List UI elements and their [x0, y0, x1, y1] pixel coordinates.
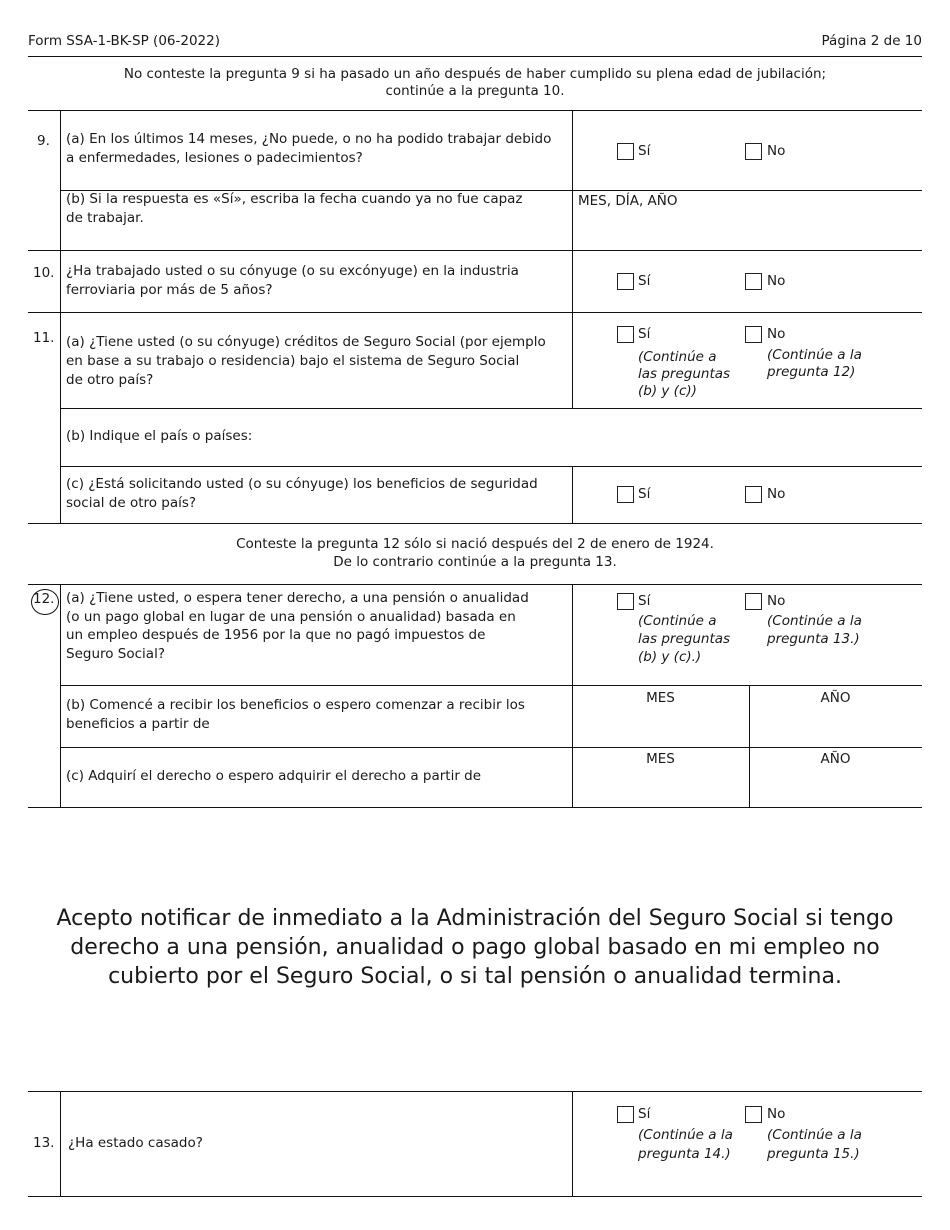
agreement-line-3: cubierto por el Seguro Social, o si tal pensión o anualidad termina.: [108, 964, 842, 989]
q12a-yes-label: Sí: [638, 593, 651, 609]
q11a-line-1: (a) ¿Tiene usted (o su cónyuge) créditos de Seguro Social (por ejemplo: [66, 334, 546, 350]
q11a-yes-note-2: las preguntas: [638, 366, 731, 382]
q9a-question: [66, 130, 588, 168]
q9b-question: [66, 190, 588, 228]
q13-number: 13.: [33, 1135, 55, 1151]
agreement-line-2: derecho a una pensión, anualidad o pago global basado en mi empleo no: [70, 935, 880, 960]
q13-yes-label: Sí: [638, 1106, 651, 1122]
q11a-line-3: de otro país?: [66, 372, 154, 388]
q11c-yes-label: Sí: [638, 486, 651, 502]
q9a-no-label: No: [767, 143, 786, 159]
q11a-no-note: [767, 347, 862, 381]
q9a-yes-checkbox[interactable]: [617, 143, 634, 160]
q12c-question: (c) Adquirí el derecho o espero adquirir el derecho a partir de: [66, 768, 482, 784]
q12a-yes-note-1: (Continúe a: [638, 613, 717, 629]
note-q9-line-2: continúe a la pregunta 10.: [385, 83, 565, 99]
q13-no-note-2: pregunta 15.): [767, 1146, 860, 1162]
note-q12: [28, 535, 922, 571]
q12a-line-4: Seguro Social?: [66, 645, 165, 662]
q10-number: 10.: [33, 265, 55, 281]
q10-no-label: No: [767, 273, 786, 289]
q13-question: ¿Ha estado casado?: [68, 1135, 203, 1151]
q11a-yes-note-1: (Continúe a: [638, 349, 717, 365]
q12a-yes-note: [638, 612, 730, 666]
q13-yes-note-2: pregunta 14.): [638, 1146, 731, 1162]
q13-no-note: [767, 1126, 862, 1164]
divider: [60, 1091, 61, 1196]
agreement-line-1: Acepto notificar de inmediato a la Administración del Seguro Social si tengo: [56, 906, 894, 931]
q11c-no-checkbox[interactable]: [745, 486, 762, 503]
divider: [28, 1196, 922, 1197]
q11b-question: (b) Indique el país o países:: [66, 428, 253, 444]
q12a-yes-note-2: las preguntas: [638, 631, 731, 647]
q11a-no-checkbox[interactable]: [745, 326, 762, 343]
q11a-yes-note: [638, 349, 730, 400]
q13-no-label: No: [767, 1106, 786, 1122]
q13-yes-checkbox[interactable]: [617, 1106, 634, 1123]
q9a-yes-label: Sí: [638, 143, 651, 159]
divider: [28, 312, 922, 313]
agreement-statement: [28, 904, 922, 991]
divider: [28, 584, 922, 585]
q9-number: 9.: [37, 133, 50, 149]
divider: [60, 466, 922, 467]
q12b-question: [66, 696, 588, 734]
q9a-no-checkbox[interactable]: [745, 143, 762, 160]
q13-yes-note-1: (Continúe a la: [638, 1127, 733, 1143]
q11a-no-note-1: (Continúe a la: [767, 347, 862, 363]
note-q12-line-1: Conteste la pregunta 12 sólo si nació después del 2 de enero de 1924.: [236, 536, 714, 552]
q11c-no-label: No: [767, 486, 786, 502]
divider: [28, 250, 922, 251]
q12c-year-field[interactable]: AÑO: [820, 751, 851, 767]
divider: [572, 1091, 573, 1196]
q11c-yes-checkbox[interactable]: [617, 486, 634, 503]
q13-no-note-1: (Continúe a la: [767, 1127, 862, 1143]
q12b-line-2: beneficios a partir de: [66, 716, 210, 732]
q9b-date-field[interactable]: MES, DÍA, AÑO: [578, 193, 678, 209]
form-id: Form SSA-1-BK-SP (06-2022): [28, 33, 220, 49]
q11a-yes-note-3: (b) y (c)): [638, 383, 697, 399]
q12a-line-3: un empleo después de 1956 por la que no pagó impuestos de: [66, 627, 486, 643]
divider: [28, 523, 922, 524]
divider: [28, 1091, 922, 1092]
divider: [60, 408, 922, 409]
q12a-question: [66, 589, 588, 663]
q11a-yes-label: Sí: [638, 326, 651, 342]
q11b-country-input[interactable]: [300, 420, 910, 454]
q12b-line-1: (b) Comencé a recibir los beneficios o espero comenzar a recibir los: [66, 697, 525, 713]
q9b-line-1: (b) Si la respuesta es «Sí», escriba la fecha cuando ya no fue capaz: [66, 191, 523, 207]
q11a-question: [66, 333, 588, 390]
q12a-no-note-1: (Continúe a la: [767, 613, 862, 629]
divider: [60, 584, 61, 807]
q12c-month-field[interactable]: MES: [646, 751, 675, 767]
q12a-line-2: (o un pago global en lugar de una pensión o anualidad) basada en: [66, 608, 516, 625]
note-q9: [28, 66, 922, 100]
q12b-year-field[interactable]: AÑO: [820, 690, 851, 706]
divider: [60, 747, 922, 748]
note-q12-line-2: De lo contrario continúe a la pregunta 13.: [333, 554, 617, 570]
q10-yes-checkbox[interactable]: [617, 273, 634, 290]
q9a-line-1: (a) En los últimos 14 meses, ¿No puede, o no ha podido trabajar debido: [66, 131, 552, 147]
divider: [28, 110, 922, 111]
q11a-line-2: en base a su trabajo o residencia) bajo el sistema de Seguro Social: [66, 353, 520, 369]
q9a-line-2: a enfermedades, lesiones o padecimientos?: [66, 150, 363, 166]
q13-yes-note: [638, 1126, 733, 1164]
q11a-no-note-2: pregunta 12): [767, 364, 856, 380]
q12a-no-label: No: [767, 593, 786, 609]
q12-number: 12.: [33, 591, 55, 607]
q11c-line-2: social de otro país?: [66, 495, 197, 511]
q12a-line-1: (a) ¿Tiene usted, o espera tener derecho, a una pensión o anualidad: [66, 590, 529, 606]
q11a-yes-checkbox[interactable]: [617, 326, 634, 343]
q10-line-1: ¿Ha trabajado usted o su cónyuge (o su excónyuge) en la industria: [66, 263, 519, 279]
header-divider: [28, 56, 922, 57]
q9b-line-2: de trabajar.: [66, 210, 144, 226]
q12a-no-checkbox[interactable]: [745, 593, 762, 610]
q10-question: [66, 262, 566, 300]
q10-line-2: ferroviaria por más de 5 años?: [66, 282, 273, 298]
q11c-question: [66, 475, 588, 513]
page-number: Página 2 de 10: [821, 33, 922, 49]
q12b-month-field[interactable]: MES: [646, 690, 675, 706]
divider: [60, 110, 61, 523]
divider: [60, 685, 922, 686]
q12a-no-note: [767, 612, 862, 648]
divider: [28, 807, 922, 808]
q10-yes-label: Sí: [638, 273, 651, 289]
q12a-no-note-2: pregunta 13.): [767, 631, 860, 647]
q10-no-checkbox[interactable]: [745, 273, 762, 290]
q11-number: 11.: [33, 330, 55, 346]
q12a-yes-checkbox[interactable]: [617, 593, 634, 610]
q12a-yes-note-3: (b) y (c).): [638, 649, 702, 665]
note-q9-line-1: No conteste la pregunta 9 si ha pasado un año después de haber cumplido su plena edad de jubilación;: [123, 66, 827, 82]
q11a-no-label: No: [767, 326, 786, 342]
q13-no-checkbox[interactable]: [745, 1106, 762, 1123]
q11c-line-1: (c) ¿Está solicitando usted (o su cónyuge) los beneficios de seguridad: [66, 476, 538, 492]
